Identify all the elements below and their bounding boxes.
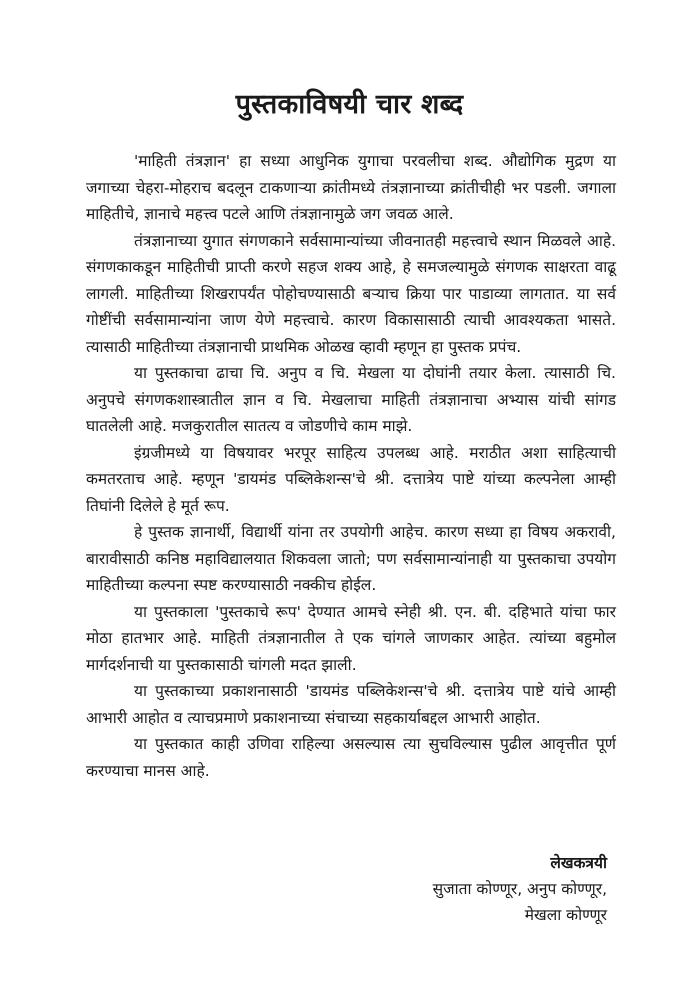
paragraph-2: तंत्रज्ञानाच्या युगात संगणकाने सर्वसामान्यांच्या जीवनातही महत्त्वाचे स्थान मिळवले आहे. संगणकाकडून माहितीची प्राप्ती करणे सहज शक्य आहे, हे समजल्यामुळे संगणक साक्षरता वाढू लागली. माहितीच्या शिखरापर्यंत पोहोचण्यासाठी बऱ्याच क्रिया पार पाडाव्या लागतात. या सर्व गोष्टींची सर्वसामान्यांना जाण येणे महत्त्वाचे. कारण विकासासाठी त्याची आवश्यकता भासते. त्यासाठी माहितीच्या तंत्रज्ञानाची प्राथमिक ओळख व्हावी म्हणून हा पुस्तक प्रपंच.	[86, 231, 616, 356]
paragraph-1: 'माहिती तंत्रज्ञान' हा सध्या आधुनिक युगाचा परवलीचा शब्द. औद्योगिक मुद्रण या जगाच्या चेहरा-मोहराच बदलून टाकणाऱ्या क्रांतीमध्ये तंत्रज्ञानाच्या क्रांतीचीही भर पडली. जगाला माहितीचे, ज्ञानाचे महत्त्व पटले आणि तंत्रज्ञानामुळे जग जवळ आले.	[86, 152, 616, 223]
paragraph-3: या पुस्तकाचा ढाचा चि. अनुप व चि. मेखला या दोघांनी तयार केला. त्यासाठी चि. अनुपचे संगणकशास्त्रातील ज्ञान व चि. मेखलाचा माहिती तंत्रज्ञानाचा अभ्यास यांची सांगड घातलेली आहे. मजकुरातील सातत्य व जोडणीचे काम माझे.	[86, 364, 616, 435]
paragraph-5: हे पुस्तक ज्ञानार्थी, विद्यार्थी यांना तर उपयोगी आहेच. कारण सध्या हा विषय अकरावी, बारावीसाठी कनिष्ठ महाविद्यालयात शिकवला जातो; पण सर्वसामान्यांनाही या पुस्तकाचा उपयोग माहितीच्या कल्पना स्पष्ट करण्यासाठी नक्कीच होईल.	[86, 523, 616, 594]
signature-names-line-2: मेखला कोण्णूर	[524, 906, 607, 924]
paragraph-8: या पुस्तकात काही उणिवा राहिल्या असल्यास त्या सुचविल्यास पुढील आवृत्तीत पूर्ण करण्याचा मानस आहे.	[86, 735, 616, 780]
signature-names-line-1: सुजाता कोण्णूर, अनुप कोण्णूर,	[432, 880, 607, 898]
paragraph-4: इंग्रजीमध्ये या विषयावर भरपूर साहित्य उपलब्ध आहे. मराठीत अशा साहित्याची कमतरताच आहे. म्हणून 'डायमंड पब्लिकेशन्स'चे श्री. दत्तात्रेय पाष्टे यांच्या कल्पनेला आम्ही तिघांनी दिलेले हे मूर्त रूप.	[86, 443, 616, 515]
page-title: पुस्तकाविषयी चार शब्द	[235, 89, 464, 120]
paragraph-7: या पुस्तकाच्या प्रकाशनासाठी 'डायमंड पब्लिकेशन्स'चे श्री. दत्तात्रेय पाष्टे यांचे आम्ही आभारी आहोत व त्याचप्रमाणे प्रकाशनाच्या संचाच्या सहकार्याबद्दल आभारी आहोत.	[86, 682, 616, 727]
paragraph-6: या पुस्तकाला 'पुस्तकाचे रूप' देण्यात आमचे स्नेही श्री. एन. बी. दहिभाते यांचा फार मोठा हातभार आहे. माहिती तंत्रज्ञानातील ते एक चांगले जाणकार आहेत. त्यांच्या बहुमोल मार्गदर्शनाची या पुस्तकासाठी चांगली मदत झाली.	[86, 602, 616, 674]
signature-block	[433, 850, 607, 928]
preface-body	[86, 148, 616, 784]
signature-heading: लेखकत्रयी	[550, 854, 607, 872]
